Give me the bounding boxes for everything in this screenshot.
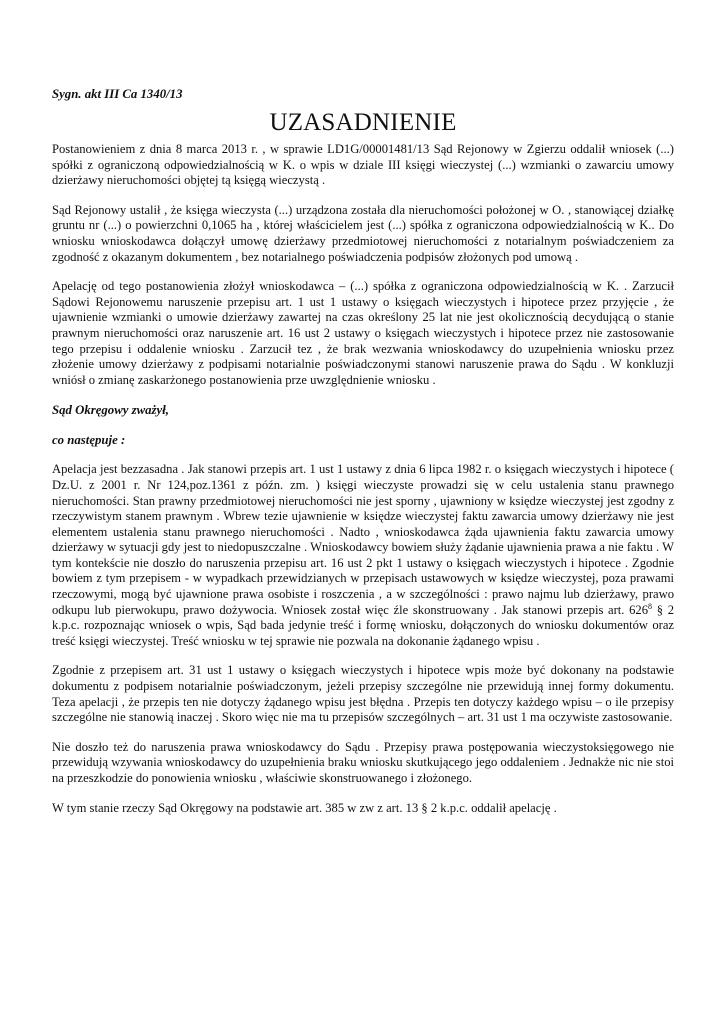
- paragraph-right-to-court: Nie doszło też do naruszenia prawa wnioskodawcy do Sądu . Przepisy prawa postępowania wieczystoksięgowego nie przewidują wzywania wnioskodawcy do uzupełnienia braku wniosku skutkującego jego oddaleniem . Jednakże nic nie stoi na przeszkodzie do ponowienia wniosku , właściwie skonstruowanego i złożonego.: [52, 739, 674, 785]
- paragraph-conclusion: W tym stanie rzeczy Sąd Okręgowy na podstawie art. 385 w zw z art. 13 § 2 k.p.c. oddalił apelację .: [52, 800, 557, 815]
- heading-court-considered: Sąd Okręgowy zważył,: [52, 403, 169, 418]
- paragraph-reasoning: [52, 462, 674, 649]
- document-title: UZASADNIENIE: [269, 109, 457, 136]
- paragraph-findings: Sąd Rejonowy ustalił , że księga wieczysta (...) urządzona została dla nieruchomości położonej w O. , stanowiącej działkę gruntu nr (...) o powierzchni 0,1065 ha , której właścicielem jest (...) spółka z ograniczona odpowiedzialnością w K.. Do wniosku wnioskodawca dołączył umowę dzierżawy przedmiotowej nieruchomości z notarialnym poświadczeniem za zgodność z okazanym dokumentem , bez notarialnego poświadczenia podpisów złożonych pod umową .: [52, 202, 674, 264]
- article-superscript: 8: [648, 601, 653, 611]
- paragraph-reasoning-part-1: Apelacja jest bezzasadna . Jak stanowi przepis art. 1 ust 1 ustawy z dnia 6 lipca 1982 r. o księgach wieczystych i hipotece ( Dz.U. z 2001 r. Nr 124,poz.1361 z późn. zm. ) księgi wieczyste prowadzi się w celu ustalenia stanu prawnego nieruchomości. Stan prawny przedmiotowej nieruchomości nie jest sporny , ujawniony w księdze wieczystej jest zgodny z rzeczywistym stanem prawnym . Wbrew tezie ujawnienie w księdze wieczystej faktu zawarcia umowy dzierżawy nie jest elementem ustalenia stanu prawnego nieruchomości . Nadto , wnioskodawca żąda ujawnienia faktu zawarcia umowy dzierżawy w sytuacji gdy jest to niedopuszczalne . Wnioskodawcy bowiem służy żądanie ujawnienia prawa a nie faktu . W tym kontekście nie doszło do naruszenia przepisu art. 16 ust 2 pkt 1 ustawy o księgach wieczystych i hipotece . Zgodnie bowiem z tym przepisem - w wypadkach przewidzianych w przepisach ustawowych w księdze wieczystej, poza prawami rzeczowymi, mogą być ujawnione prawa osobiste i roszczenia , a w szczególności : prawo najmu lub dzierżawy, prawo odkupu lub pierwokupu, prawo dożywocia. Wniosek został więc źle skonstruowany . Jak stanowi przepis art. 626: [52, 462, 674, 617]
- paragraph-article-31: Zgodnie z przepisem art. 31 ust 1 ustawy o księgach wieczystych i hipotece wpis może być dokonany na podstawie dokumentu z podpisem notarialnie poświadczonym, jeżeli przepisy szczególne nie przewidują innej formy dokumentu. Teza apelacji , że przepis ten nie dotyczy żądanego wpisu jest błędna . Przepis ten dotyczy każdego wpisu – o ile przepisy szczególne nie stanowią inaczej . Skoro więc nie ma tu przepisów szczególnych – art. 31 ust 1 ma oczywiste zastosowanie.: [52, 663, 674, 725]
- paragraph-reasoning-part-2: § 2 k.p.c. rozpoznając wniosek o wpis, Sąd bada jedynie treść i formę wniosku, dołączonych do wniosku dokumentów oraz treść księgi wieczystej. Treść wniosku w tej sprawie nie pozwala na dokonanie żądanego wpisu .: [52, 602, 674, 648]
- paragraph-appeal: Apelację od tego postanowienia złożył wnioskodawca – (...) spółka z ograniczona odpowiedzialnością w K. . Zarzucił Sądowi Rejonowemu naruszenie przepisu art. 1 ust 1 ustawy o księgach wieczystych i hipotece przez przyjęcie , że ujawnienie wzmianki o umowie dzierżawy zawartej na czas określony 25 lat nie jest okolicznością decydującą o stanie prawnym nieruchomości oraz naruszenie art. 16 ust 2 ustawy o księgach wieczystych i hipotece przez nie zastosowanie tego przepisu i oddalenie wniosku . Zarzucił tez , że brak wezwania wnioskodawcy do uzupełnienia wniosku przez złożenie umowy dzierżawy z podpisami notarialnie poświadczonymi stanowi naruszenie prawa do Sądu . W konkluzji wniósł o zmianę zaskarżonego postanowienia prze uwzględnienie wniosku .: [52, 279, 674, 387]
- paragraph-decision: Postanowieniem z dnia 8 marca 2013 r. , w sprawie LD1G/00001481/13 Sąd Rejonowy w Zgierzu oddalił wniosek (...) spółki z ograniczoną odpowiedzialnością w K. o wpis w dziale III księgi wieczystej (...) wzmianki o zawarciu umowy dzierżawy nieruchomości objętej tą księgą wieczystą .: [52, 142, 674, 188]
- heading-as-follows: co następuje :: [52, 433, 126, 448]
- document-page: [52, 86, 674, 830]
- case-number: Sygn. akt III Ca 1340/13: [52, 87, 183, 101]
